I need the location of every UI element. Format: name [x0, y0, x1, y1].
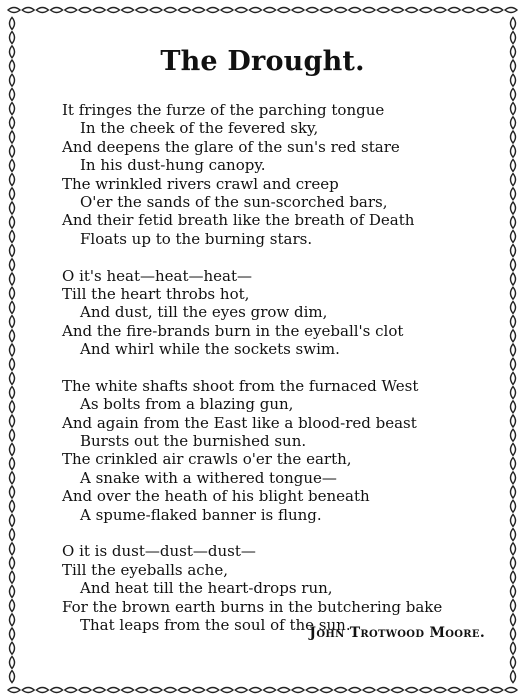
border-link — [10, 230, 15, 242]
border-link — [178, 8, 190, 13]
poem-line: For the brown earth burns in the butchering bake — [62, 597, 443, 616]
border-link — [391, 688, 403, 693]
border-link — [65, 8, 77, 13]
border-link — [22, 688, 34, 693]
border-link — [79, 8, 91, 13]
border-link — [491, 688, 503, 693]
border-link — [10, 642, 15, 654]
border-link — [511, 32, 516, 44]
border-link — [235, 8, 247, 13]
border-link — [511, 671, 516, 683]
border-link — [10, 358, 15, 370]
border-link — [434, 688, 446, 693]
border-link — [292, 8, 304, 13]
border-link — [10, 571, 15, 583]
border-link — [391, 8, 403, 13]
border-link — [511, 486, 516, 498]
border-link — [136, 688, 148, 693]
border-link — [511, 245, 516, 257]
border-link — [511, 230, 516, 242]
border-link — [10, 32, 15, 44]
border-link — [79, 688, 91, 693]
border-link — [511, 571, 516, 583]
border-link — [278, 688, 290, 693]
border-link — [491, 8, 503, 13]
border-link — [10, 514, 15, 526]
border-link — [511, 443, 516, 455]
border-link — [107, 688, 119, 693]
poem-author: John Trotwood Moore. — [309, 625, 485, 641]
border-link — [10, 145, 15, 157]
poem-line: It fringes the furze of the parching tongue — [62, 101, 385, 119]
border-link — [10, 656, 15, 668]
border-link — [36, 8, 48, 13]
border-link — [10, 245, 15, 257]
border-link — [477, 688, 489, 693]
border-link — [10, 543, 15, 555]
border-link — [278, 8, 290, 13]
border-link — [164, 688, 176, 693]
poem-line: The white shafts shoot from the furnaced West — [62, 376, 419, 395]
border-link — [320, 688, 332, 693]
border-link — [349, 688, 361, 693]
border-link — [377, 8, 389, 13]
border-link — [10, 159, 15, 171]
border-link — [363, 688, 375, 693]
border-link — [511, 600, 516, 612]
border-link — [22, 8, 34, 13]
poem-stanza — [62, 542, 492, 634]
border-link — [448, 688, 460, 693]
border-link — [434, 8, 446, 13]
poem-line: That leaps from the soul of the sun. — [80, 615, 351, 634]
border-link — [511, 656, 516, 668]
border-link — [249, 688, 261, 693]
poem-line: Till the heart throbs hot, — [62, 284, 250, 303]
border-link — [511, 103, 516, 115]
border-link — [10, 131, 15, 143]
poem-line: Floats up to the burning stars. — [80, 229, 313, 248]
poem-stanza — [62, 377, 492, 524]
border-link — [10, 259, 15, 271]
border-link — [420, 8, 432, 13]
poem-title: The Drought. — [160, 46, 365, 77]
border-link — [10, 500, 15, 512]
border-link — [93, 8, 105, 13]
border-link — [207, 8, 219, 13]
border-link — [10, 174, 15, 186]
border-link — [10, 117, 15, 129]
border-link — [511, 330, 516, 342]
border-link — [349, 8, 361, 13]
border-link — [10, 529, 15, 541]
border-link — [178, 688, 190, 693]
border-link — [10, 600, 15, 612]
poem-line: A snake with a withered tongue— — [80, 468, 337, 487]
border-link — [511, 344, 516, 356]
border-link — [511, 543, 516, 555]
border-link — [511, 585, 516, 597]
border-link — [511, 301, 516, 313]
border-link — [10, 301, 15, 313]
poem-line: And the fire-brands burn in the eyeball's clot — [62, 321, 404, 340]
poem-line: And whirl while the sockets swim. — [80, 340, 340, 359]
border-link — [511, 642, 516, 654]
poem-line: The crinkled air crawls o'er the earth, — [62, 450, 352, 469]
border-link — [10, 372, 15, 384]
border-link — [10, 387, 15, 399]
border-link — [193, 8, 205, 13]
border-link — [221, 688, 233, 693]
border-link — [36, 688, 48, 693]
poem-line: And deepens the glare of the sun's red stare — [62, 137, 400, 156]
border-link — [511, 131, 516, 143]
border-link — [10, 216, 15, 228]
poem-body — [62, 101, 492, 653]
border-link — [511, 216, 516, 228]
border-link — [235, 688, 247, 693]
poem-line: The wrinkled rivers crawl and creep — [62, 174, 339, 193]
border-link — [8, 8, 20, 13]
border-link — [10, 671, 15, 683]
border-link — [511, 202, 516, 214]
poem-line: In the cheek of the fevered sky, — [80, 119, 319, 138]
border-link — [10, 415, 15, 427]
border-link — [377, 688, 389, 693]
border-link — [511, 614, 516, 626]
border-link — [10, 103, 15, 115]
border-link — [335, 8, 347, 13]
border-link — [511, 188, 516, 200]
border-link — [406, 8, 418, 13]
border-link — [150, 688, 162, 693]
poem-line: Till the eyeballs ache, — [62, 560, 228, 579]
border-link — [511, 628, 516, 640]
border-link — [10, 273, 15, 285]
border-link — [10, 88, 15, 100]
border-link — [10, 614, 15, 626]
border-link — [448, 8, 460, 13]
border-link — [10, 486, 15, 498]
border-link — [292, 688, 304, 693]
poem-line: And dust, till the eyes grow dim, — [80, 303, 328, 322]
border-link — [511, 472, 516, 484]
poem-line: In his dust-hung canopy. — [80, 156, 266, 175]
border-link — [335, 688, 347, 693]
border-link — [505, 688, 517, 693]
border-link — [306, 8, 318, 13]
border-link — [264, 688, 276, 693]
border-link — [511, 273, 516, 285]
border-link — [10, 458, 15, 470]
poem-line: And their fetid breath like the breath of Death — [62, 211, 415, 230]
border-link — [193, 688, 205, 693]
border-link — [10, 202, 15, 214]
border-link — [320, 8, 332, 13]
border-link — [10, 628, 15, 640]
border-link — [511, 117, 516, 129]
border-link — [511, 514, 516, 526]
border-link — [10, 585, 15, 597]
border-link — [420, 688, 432, 693]
border-link — [511, 372, 516, 384]
poem-line: A spume-flaked banner is flung. — [80, 505, 322, 524]
poem-line: As bolts from a blazing gun, — [80, 395, 294, 414]
border-link — [10, 330, 15, 342]
border-link — [51, 8, 63, 13]
border-link — [511, 287, 516, 299]
border-link — [511, 500, 516, 512]
poem-stanza — [62, 267, 492, 359]
border-link — [511, 458, 516, 470]
border-link — [511, 88, 516, 100]
border-link — [107, 8, 119, 13]
border-link — [10, 344, 15, 356]
border-link — [10, 17, 15, 29]
border-link — [511, 415, 516, 427]
border-link — [136, 8, 148, 13]
poem-line: O'er the sands of the sun-scorched bars, — [80, 192, 388, 211]
poem-line: Bursts out the burnished sun. — [80, 432, 307, 451]
border-link — [10, 429, 15, 441]
border-link — [511, 174, 516, 186]
border-link — [306, 688, 318, 693]
border-link — [477, 8, 489, 13]
border-link — [511, 17, 516, 29]
border-link — [221, 8, 233, 13]
border-link — [264, 8, 276, 13]
border-link — [150, 8, 162, 13]
border-link — [363, 8, 375, 13]
border-link — [10, 188, 15, 200]
border-link — [122, 688, 134, 693]
poem-stanza — [62, 101, 492, 248]
border-link — [511, 387, 516, 399]
border-link — [505, 8, 517, 13]
border-link — [51, 688, 63, 693]
border-link — [462, 688, 474, 693]
border-link — [511, 358, 516, 370]
border-link — [122, 8, 134, 13]
border-link — [65, 688, 77, 693]
border-link — [462, 8, 474, 13]
border-link — [511, 259, 516, 271]
border-link — [207, 688, 219, 693]
poem-line: And again from the East like a blood-red beast — [62, 413, 417, 432]
poem-line: And heat till the heart-drops run, — [80, 579, 333, 598]
border-link — [10, 557, 15, 569]
border-link — [10, 443, 15, 455]
border-link — [511, 401, 516, 413]
border-link — [511, 145, 516, 157]
poem-line: O it's heat—heat—heat— — [62, 266, 253, 285]
border-link — [511, 316, 516, 328]
border-link — [511, 529, 516, 541]
poem-line: O it is dust—dust—dust— — [62, 542, 256, 561]
border-link — [511, 557, 516, 569]
border-link — [406, 688, 418, 693]
border-link — [10, 472, 15, 484]
border-link — [511, 159, 516, 171]
border-link — [93, 688, 105, 693]
border-link — [511, 429, 516, 441]
border-link — [249, 8, 261, 13]
border-link — [10, 287, 15, 299]
poem-line: And over the heath of his blight beneath — [62, 487, 370, 506]
border-link — [10, 401, 15, 413]
border-link — [8, 688, 20, 693]
border-link — [164, 8, 176, 13]
border-link — [10, 316, 15, 328]
